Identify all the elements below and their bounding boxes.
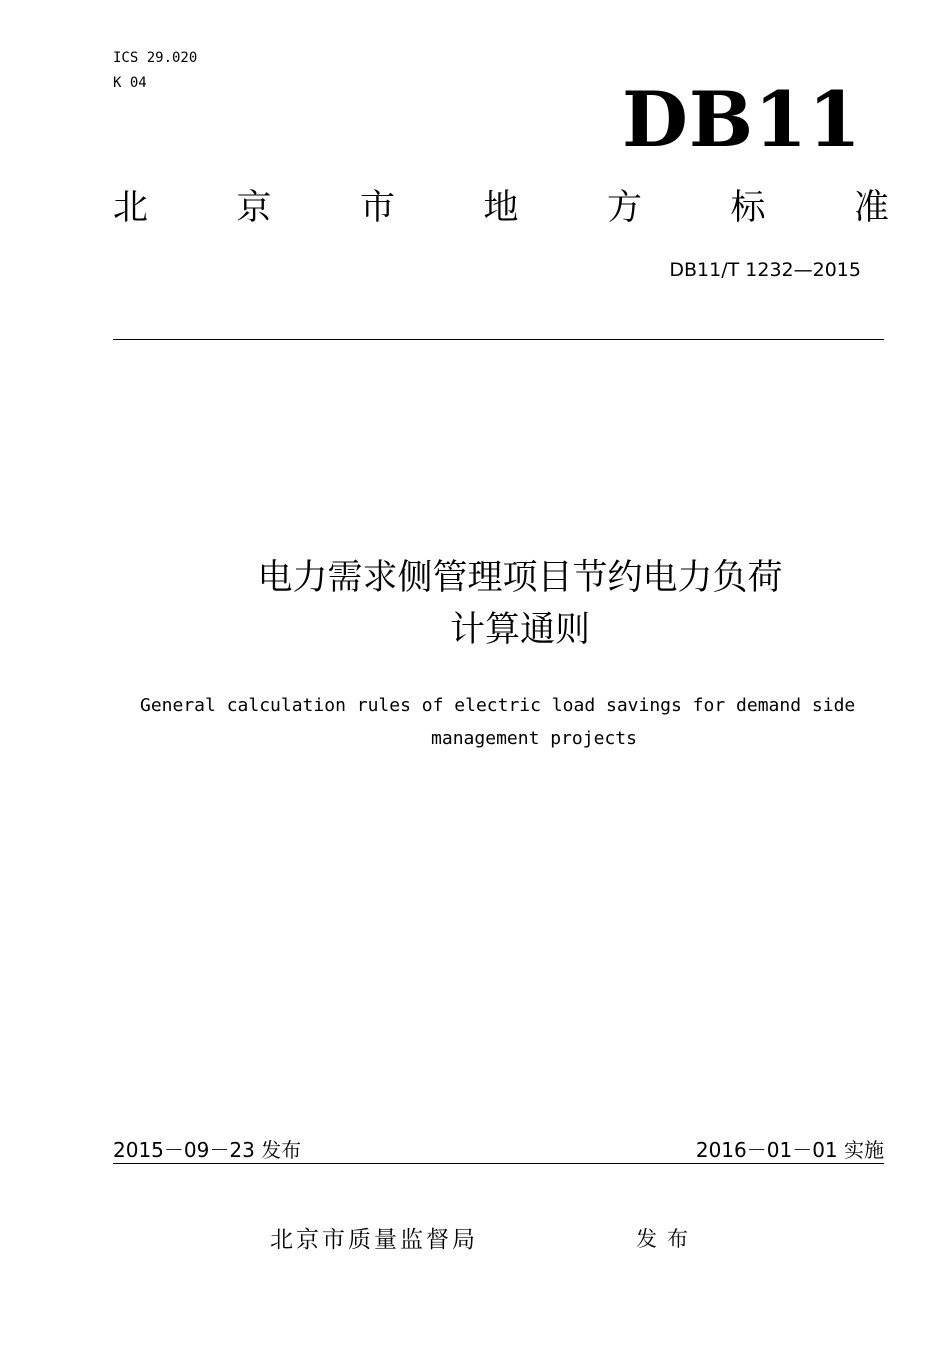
- standard-type-text: 北京市地方标准: [113, 188, 889, 228]
- issuing-authority: 北京市质量监督局: [270, 1227, 478, 1253]
- ics-code: ICS 29.020: [113, 50, 198, 66]
- header-divider: [113, 339, 884, 340]
- title-en-line-1: General calculation rules of electric load savings for demand side: [140, 695, 856, 716]
- title-en-line-2: management projects: [431, 728, 637, 749]
- document-title-en: [140, 689, 900, 755]
- standard-type: [113, 186, 889, 230]
- title-zh-line-1: 电力需求侧管理项目节约电力负荷: [257, 558, 783, 598]
- standard-number: DB11/T 1232—2015: [669, 259, 861, 281]
- title-zh-line-2: 计算通则: [449, 610, 590, 650]
- db11-logo: DB11: [622, 75, 862, 164]
- publish-date: 2015－09－23 发布: [113, 1138, 302, 1162]
- footer-divider: [113, 1163, 884, 1164]
- document-title-zh: [0, 552, 950, 656]
- issue-label: 发布: [636, 1227, 698, 1251]
- effective-date: 2016－01－01 实施: [695, 1138, 884, 1162]
- classification-code: K 04: [113, 75, 147, 91]
